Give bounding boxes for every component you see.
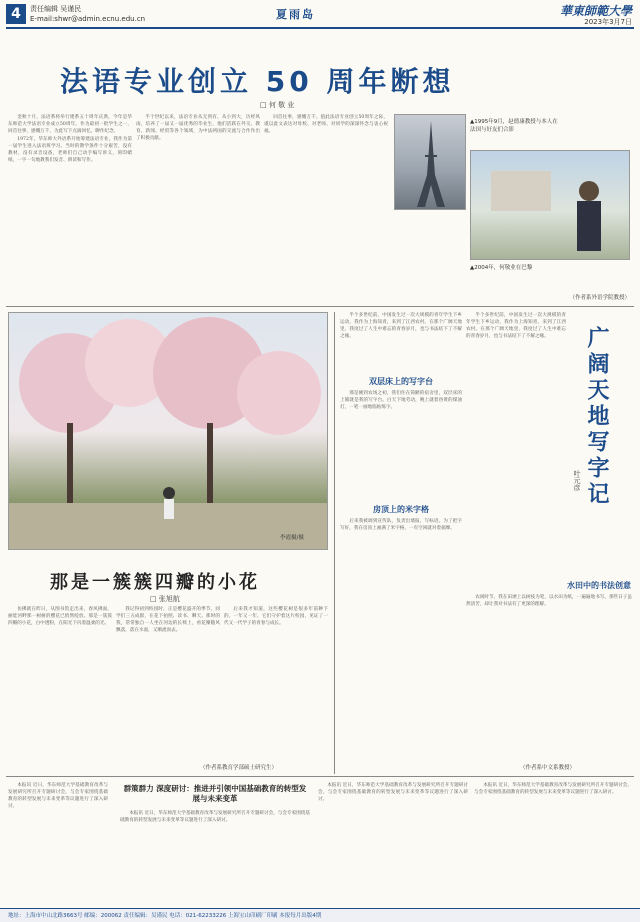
article1-byline: □ 何 敬 业 [260,101,295,109]
article3-subhead-1: 双层床上的写字台 [369,377,433,386]
article1-headline: 法语专业创立 50 周年断想 [60,65,455,98]
eiffel-tower-icon [395,115,466,210]
article3-sub1-body: 那是刚到农场之初，我们住在简陋的宿舍里，双层床的上铺就是我的写字台。白天下地劳动，晚上就着昏黄的煤油灯，一笔一画地临帖练字。 [340,391,462,410]
article4-col4: 本报讯 近日，华东师范大学基础教育改革与发展研究所召开专题研讨会，与会专家围绕基础教育的转型发展与未来变革等议题进行了深入研讨。 [474,783,632,795]
article3-sub2-body: 后来我被调到宣传队，负责出墙报、写标语。为了把字写好，我在房顶上画满了米字格，一有空闲就对着揣摩。 [340,519,462,531]
email-line: E-mail:shwr@admin.ecnu.edu.cn [30,15,146,23]
article3-subhead-3: 水田中的书法创意 [567,581,631,590]
photo-caption-1: ▲1995年9月，赵德康教授与本人在法国与好友们合影 [470,119,558,133]
editor-info [30,4,145,24]
article1-author-note: （作者系外语学院教授） [569,295,630,301]
article1-photo-2 [470,150,630,260]
article3-col2: 半个多世纪前，中国发生过一次大规模的青年学生下乡运动，我作为上海知青，来到了江西农村。在那个广阔天地里，我度过了人生中难忘的青春岁月，也与书法结下了不解之缘。 [466,313,566,339]
article2-author-note: （作者系教育学部硕士研究生） [200,765,278,771]
article4-col2: 本报讯 近日，华东师范大学基础教育改革与发展研究所召开专题研讨会，与会专家围绕基础教育的转型发展与未来变革等议题进行了深入研讨。 [120,811,310,823]
article2-photo [8,312,328,550]
section-divider-1 [6,306,634,307]
article3-byline: 叶元彦 [573,470,581,491]
article1-col1: 金秋十月，法语系将举行建系五十周年庆典，今年是华东师范大学法语专业成立50周年。作为最初一批学生之一，回首往事，感慨万千，为此写下点滴回忆，聊作纪念。 1972年，华东师大外语系开始筹建法语专业，我作为第一届学生进入法语班学习。当时的教学条件十分艰苦，没有教材，没有录音设备，老师们自己动手编写讲义，刻印蜡纸，一字一句地教我们发音、朗读和写作。 [8,115,132,163]
article3-author-note: （作者系中文系教授） [520,765,576,771]
article3-subhead-2: 房顶上的米字格 [373,505,429,514]
article4-col3: 本报讯 近日，华东师范大学基础教育改革与发展研究所召开专题研讨会，与会专家围绕基础教育的转型发展与未来变革等议题进行了深入研讨。 [318,783,468,802]
masthead: 華東師範大學 [559,4,632,18]
section-name: 夏雨岛 [276,8,315,21]
page-number: 4 [6,4,26,24]
editor-line: 责任编辑 吴谨民 [30,5,82,13]
article2-col1: 仿佛就在昨日，从图书馆走出来，春风拂面，丽娃河畔那一树树的樱花已悄然绽放。那是一簇簇四瓣的小花，白中透粉，在阳光下闪着温柔的光。 [8,607,112,626]
article2-headline: 那是一簇簇四瓣的小花 [50,572,260,593]
pen-icon: □ [150,595,159,603]
pen-icon: □ [260,101,269,109]
article1-col2: 半个世纪以来，法语专业从无到有、从小到大，历经风雨，培养了一届又一届优秀的毕业生，他们活跃在外交、教育、新闻、经贸等各个领域，为中法两国的交流与合作作出了积极贡献。 [136,115,260,141]
article1-col3: 回首往事，感慨万千。值此法语专业创立50周年之际，谨以此文表达对母校、对老师、对同学的深深怀念与衷心祝福。 [264,115,388,134]
header-rule [6,27,634,29]
article1-photo-1 [394,114,466,210]
article4-col1: 本报讯 近日，华东师范大学基础教育改革与发展研究所召开专题研讨会，与会专家围绕基础教育的转型发展与未来变革等议题进行了深入研讨。 [8,783,108,809]
article4-headline: 群策群力 深度研讨：推进并引领中国基础教育的转型发展与未来变革 [123,784,307,803]
photo-caption-2: ▲2004年，何敬业在巴黎 [470,265,533,271]
article2-photo-credit: 李霞摄/摄 [280,535,304,541]
footer-bar: 地址：上海市中山北路3663号 邮编：200062 责任编辑：吴谨民 电话：021-62233226 上海宝山印刷厂印刷 本报每月出版4期 [0,908,640,922]
article2-col3: 后来我才知道，这些樱花树是很多年前种下的，一年又一年，它们守护着这片校园，见证了一代又一代学子的青春与成长。 [224,607,328,626]
issue-date: 2023年3月7日 [584,18,632,26]
person-icon [471,151,630,260]
article3-headline: 广阔天地写字记 [584,326,609,508]
article2-col2: 我记得初到校园时，正是樱花盛开的季节。同学们三五成群，在花下拍照、读书、聊天。那时的我，常常独自一人坐在河边的长椅上，看花瓣随风飘落，落在水面，又顺流而去。 [116,607,220,633]
section-divider-2 [6,776,634,777]
article3-intro: 半个多世纪前，中国发生过一次大规模的青年学生下乡运动，我作为上海知青，来到了江西农村。在那个广阔天地里，我度过了人生中难忘的青春岁月，也与书法结下了不解之缘。 [340,313,462,339]
column-divider [334,312,335,774]
article2-byline: □ 张旭航 [150,595,180,603]
cherry-blossom-icon [9,313,328,550]
article3-sub3-body: 农闲时节，我在田埂上以树枝为笔，以水田为纸，一遍遍地书写。那些日子虽然清苦，却让我对书法有了更深的理解。 [466,595,632,607]
